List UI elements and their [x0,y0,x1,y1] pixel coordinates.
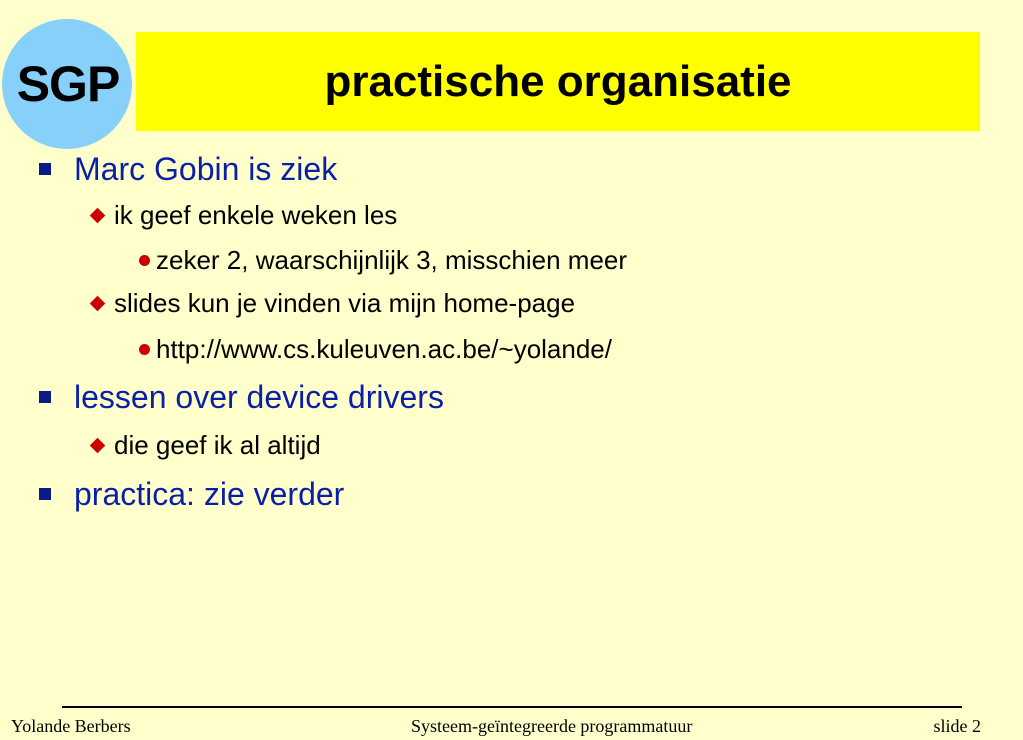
bullet-level1 [39,150,337,188]
bullet-level3 [139,244,627,276]
bullet-level2 [92,429,321,461]
footer-course: Systeem-geïntegreerde programmatuur [411,716,693,736]
url-text[interactable]: http://www.cs.kuleuven.ac.be/~yolande/ [156,333,612,364]
bullet-text: ik geef enkele weken les [114,199,398,230]
logo-text: SGP [16,56,120,112]
square-bullet-icon [39,488,51,500]
slide-title: practische organisatie [324,56,792,106]
diamond-bullet-icon [90,207,106,223]
diamond-bullet-icon [90,437,106,453]
footer-divider [62,706,962,708]
bullet-text: die geef ik al altijd [114,429,321,460]
bullet-text: Marc Gobin is ziek [74,150,338,187]
square-bullet-icon [39,163,51,175]
bullet-text: lessen over device drivers [74,378,444,415]
bullet-level1 [39,378,444,416]
bullet-text: practica: zie verder [74,475,345,512]
bullet-level2 [92,199,397,231]
diamond-bullet-icon [90,295,106,311]
bullet-level3 [139,333,612,365]
dot-bullet-icon [139,344,150,355]
square-bullet-icon [39,391,51,403]
bullet-text: slides kun je vinden via mijn home-page [114,287,576,318]
bullet-level1 [39,475,344,513]
footer-author: Yolande Berbers [11,716,131,736]
bullet-level2 [92,287,575,319]
bullet-text: zeker 2, waarschijnlijk 3, misschien meer [156,244,628,275]
dot-bullet-icon [139,255,150,266]
footer-slide-number: slide 2 [933,716,981,736]
